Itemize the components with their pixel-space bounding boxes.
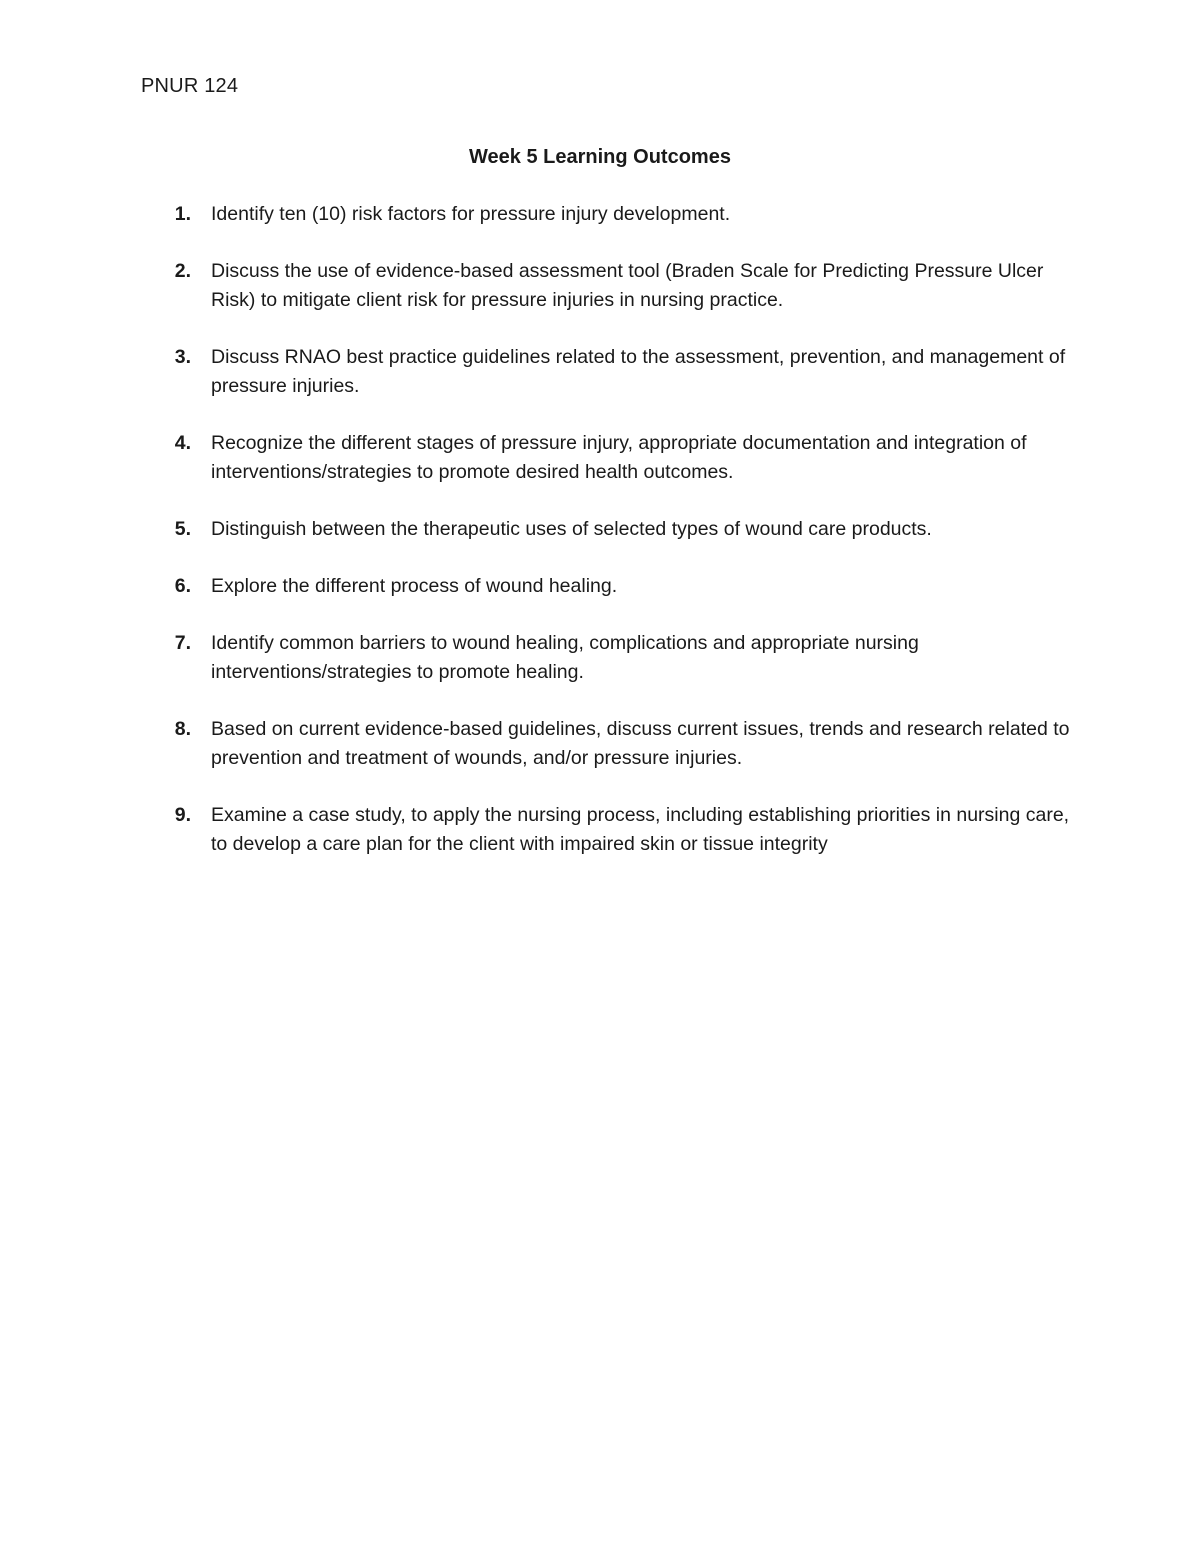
item-text: Explore the different process of wound healing.	[211, 575, 618, 597]
item-number: 6.	[174, 575, 191, 597]
item-number: 8.	[174, 718, 191, 740]
list-item	[141, 429, 1071, 487]
page-title: Week 5 Learning Outcomes	[469, 146, 731, 168]
list-item	[141, 801, 1071, 859]
list-item	[141, 257, 1071, 315]
item-number: 7.	[174, 632, 191, 654]
list-item	[141, 343, 1071, 401]
item-text: Discuss the use of evidence-based assessment tool (Braden Scale for Predicting Pressure Ulcer Risk) to mitigate client risk for pressure injuries in nursing practice.	[211, 260, 1044, 311]
item-number: 9.	[174, 804, 191, 826]
list-item	[141, 629, 1071, 687]
item-text: Recognize the different stages of pressure injury, appropriate documentation and integration of interventions/strategies to promote desired health outcomes.	[211, 432, 1027, 483]
list-item	[141, 515, 1071, 544]
item-number: 5.	[174, 518, 191, 540]
course-code: PNUR 124	[141, 75, 239, 97]
item-text: Distinguish between the therapeutic uses of selected types of wound care products.	[211, 518, 932, 540]
learning-outcomes-list	[141, 200, 1071, 887]
item-number: 1.	[174, 203, 191, 225]
item-text: Identify common barriers to wound healing, complications and appropriate nursing interventions/strategies to promote healing.	[211, 632, 919, 683]
item-text: Identify ten (10) risk factors for pressure injury development.	[211, 203, 731, 225]
item-number: 4.	[174, 432, 191, 454]
item-number: 3.	[174, 346, 191, 368]
list-item	[141, 200, 1071, 229]
item-text: Based on current evidence-based guidelines, discuss current issues, trends and research related to prevention and treatment of wounds, and/or pressure injuries.	[211, 718, 1070, 769]
item-text: Discuss RNAO best practice guidelines related to the assessment, prevention, and management of pressure injuries.	[211, 346, 1066, 397]
list-item	[141, 715, 1071, 773]
item-text: Examine a case study, to apply the nursing process, including establishing priorities in nursing care, to develop a care plan for the client with impaired skin or tissue integrity	[211, 804, 1070, 855]
item-number: 2.	[174, 260, 191, 282]
list-item	[141, 572, 1071, 601]
